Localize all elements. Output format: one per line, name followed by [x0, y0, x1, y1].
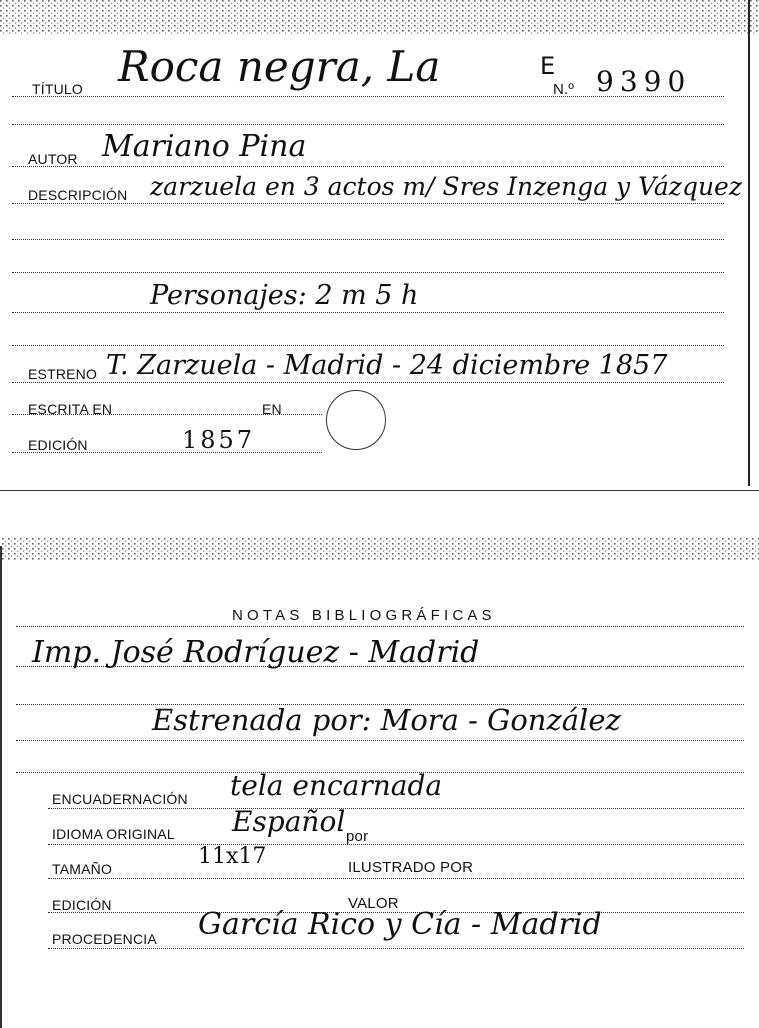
card-separator-line — [0, 490, 759, 491]
encuadernacion-value: tela encarnada — [230, 769, 443, 802]
note-imprenta: Imp. José Rodríguez - Madrid — [32, 635, 480, 670]
autor-value: Mariano Pina — [102, 129, 307, 164]
titulo-value: Roca negra, La — [118, 42, 441, 91]
catalog-card-bottom — [0, 546, 750, 1028]
procedencia-label: PROCEDENCIA — [52, 931, 157, 947]
numero-label: N.º — [553, 81, 575, 98]
scanned-edge-noise-top — [0, 0, 759, 34]
idioma-original-value: Español — [232, 805, 346, 838]
notas-heading: NOTAS BIBLIOGRÁFICAS — [232, 607, 496, 624]
tamano-value: 11x17 — [198, 844, 267, 869]
encuadernacion-label: ENCUADERNACIÓN — [52, 791, 188, 807]
edicion-label-bottom: EDICIÓN — [52, 897, 112, 913]
edicion-value: 1857 — [182, 426, 256, 454]
idioma-original-label: IDIOMA ORIGINAL — [52, 826, 175, 842]
autor-label: AUTOR — [28, 151, 78, 167]
numero-value: 9390 — [596, 65, 692, 98]
note-estrenada: Estrenada por: Mora - González — [152, 703, 621, 737]
valor-label: VALOR — [348, 895, 399, 912]
en-label: EN — [262, 401, 282, 417]
punch-hole-circle — [326, 390, 386, 450]
estreno-value: T. Zarzuela - Madrid - 24 diciembre 1857 — [106, 350, 668, 381]
catalog-card-top — [0, 0, 750, 486]
personajes-note: Personajes: 2 m 5 h — [150, 280, 419, 311]
descripcion-value: zarzuela en 3 actos m/ Sres Inzenga y Vázquez — [150, 172, 743, 201]
por-label: por — [346, 828, 369, 845]
scanned-edge-noise-bottom — [2, 538, 759, 560]
descripcion-label: DESCRIPCIÓN — [28, 187, 128, 203]
titulo-label: TÍTULO — [32, 81, 83, 97]
procedencia-value: García Rico y Cía - Madrid — [198, 907, 602, 942]
tamano-label: TAMAÑO — [52, 861, 113, 877]
escrita-en-label: ESCRITA EN — [28, 401, 113, 417]
edicion-label: EDICIÓN — [28, 437, 88, 453]
numero-prefix: E — [540, 52, 556, 80]
ilustrado-por-label: ILUSTRADO POR — [348, 859, 474, 876]
estreno-label: ESTRENO — [28, 366, 98, 382]
